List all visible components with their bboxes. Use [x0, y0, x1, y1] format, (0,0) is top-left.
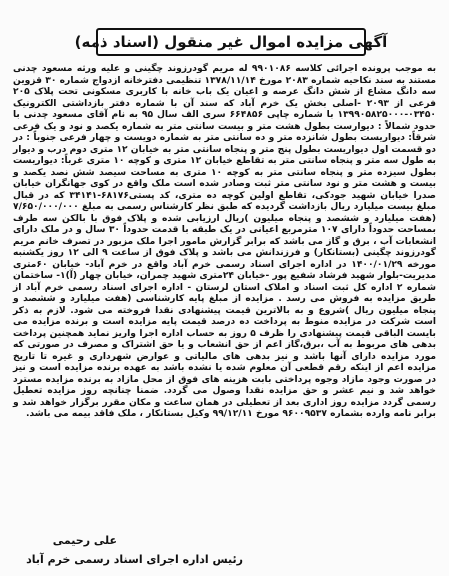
signer-title: رئیس اداره اجرای اسناد رسمی خرم آباد	[26, 553, 243, 566]
notice-title: آگهی مزایده اموال غیر منقول (اسناد ذمه)	[74, 33, 388, 51]
notice-body-paragraph: به موجب پرونده اجرائی کلاسه ۹۹۰۱۰۸۶ له مریم گودرزوند چگینی و علیه ورثه مسعود چدنی مستند به سند نکاحیه شماره ۲۰۸۳ مورخ ۱۳۷۸/۱۱/۱۴ تنظیمی دفترخانه ازدواج شماره ۳۰ قزوین سه دانگ مشاع از شش دانگ عرصه و اعیان یک باب خانه با کاربری مسکونی تحت پلاک ۲۰۵ فرعی از ۲۰۹۳ -اصلی بخش یک خرم آباد که سند آن با شماره دفتر بازداشتی الکترونیک ۰۳۴۵۰-۱۳۹۹۰۵۸۲۵۰۰۰ با شماره چاپی ۶۶۴۸۵۶ سری الف سال ۹۵ به نام آقای مسعود چدنی با حدود شمالاً : دیوارست بطول هشت متر و بیست سانتی متر به شماره یکصد و نود و یک فرعی شرقاً: دیواریست بطول شانزده متر و ده سانتی متر به شماره دویست و چهار فرعی جنوباً : در دو قسمت اول دیواریست بطول پنج متر و پنجاه سانتی متر به خیابان ۱۲ متری دوم درب و دیوار به طول سه متر و پنجاه سانتی متر به تقاطع خیابان ۱۲ متری و کوچه ۱۰ متری غرباً: دیواریست بطول سیزده متر و پنجاه سانتی متر به کوچه ۱۰ متری به مساحت سیصد شش نصد یکصد و بیست و هشت متر و نود سانتی متر ثبت وصادر شده است ملک واقع در کوی جهانگران خیابان صدرا خیابان شهید جودکی، تقاطع اولین کوچه ده متری، کد پستی۶۸۱۷۶-۳۴۱۴۱ که در قبال مبلغ بیست میلیارد ریال بازداشت گردیده که طبق نظر کارشناس رسمی به مبلغ ۷/۶۵۰/۰۰۰/۰۰۰ (هفت میلیارد و ششصد و پنجاه میلیون )ریال ارزیابی شده و پلاک فوق با بالکن سه طرف بمساحت حدوداً دارای ۱۰۷ مترمربع اعیانی در یک طبقه با قدمت حدوداً ۳۰ سال و در ملک دارای انشعابات آب ، برق و گاز می باشد که برابر گزارش مامور اجرا ملک مزبور در تصرف خانم مریم گودرزوند چگینی (بستانکار) و فرزندانش می باشد و پلاک فوق از ساعت ۹ الی ۱۲ روز یکشنبه مورخه ۱۴۰۰/۰۱/۲۹ در اداره اجرای اسناد رسمی خرم آباد واقع در خرم آباد- خیابان ۶۰متری مدیریت-بلوار شهید فرشاد شفیع پور -خیابان ۲۴متری شهید چمران، خیابان چهار (آ)۱- ساختمان شماره ۲ اداره کل ثبت اسناد و املاک استان لرستان - اداره اجرای اسناد رسمی خرم آباد از طریق مزایده به فروش می رسد . مزایده از مبلغ پایه کارشناسی (هفت میلیارد و ششصد و پنجاه میلیون ریال )شروع و به بالاترین قیمت پیشنهادی نقدا فروخته می شود. لازم به ذکر است شرکت در مزایده منوط به پرداخت ده درصد قیمت پایه مزایده است و برنده مزایده می بایست الباقی قیمت پیشنهادی را ظرف ۵ روز به حساب اداره اجرا واریز نماید همچنین پرداخت بدهی های مربوط به آب ،برق،گاز اعم از حق انشعاب و یا حق اشتراک و مصرف در صورتی که مورد مزایده دارای آنها باشد و نیز بدهی های مالیاتی و عوارض شهرداری و غیره تا تاریخ مزایده اعم از اینکه رقم قطعی آن معلوم شده یا نشده باشد به عهده برنده مزایده است و نیز در صورت وجود مازاد وجوه پرداختی بابت هزینه های فوق از محل مازاد به برنده مزایده مسترد خواهد شد و نیم عشر و حق مزایده نقدا وصول می گردد. ضمنا چنانچه روز مزایده تعطیل رسمی گردد مزایده روز اداری بعد از تعطیلی در همان ساعت و مکان مقرر برگزار خواهد شد و برابر نامه وارده بشماره ۹۶۰۰۹۵۳۷ مورخ ۹۹/۱۲/۱۱ وکیل بستانکار ، ملک فاقد بیمه می باشد.	[13, 64, 437, 419]
title-box	[74, 28, 388, 56]
signer-name: علی رحیمی	[52, 534, 117, 547]
notice-body	[13, 64, 436, 421]
